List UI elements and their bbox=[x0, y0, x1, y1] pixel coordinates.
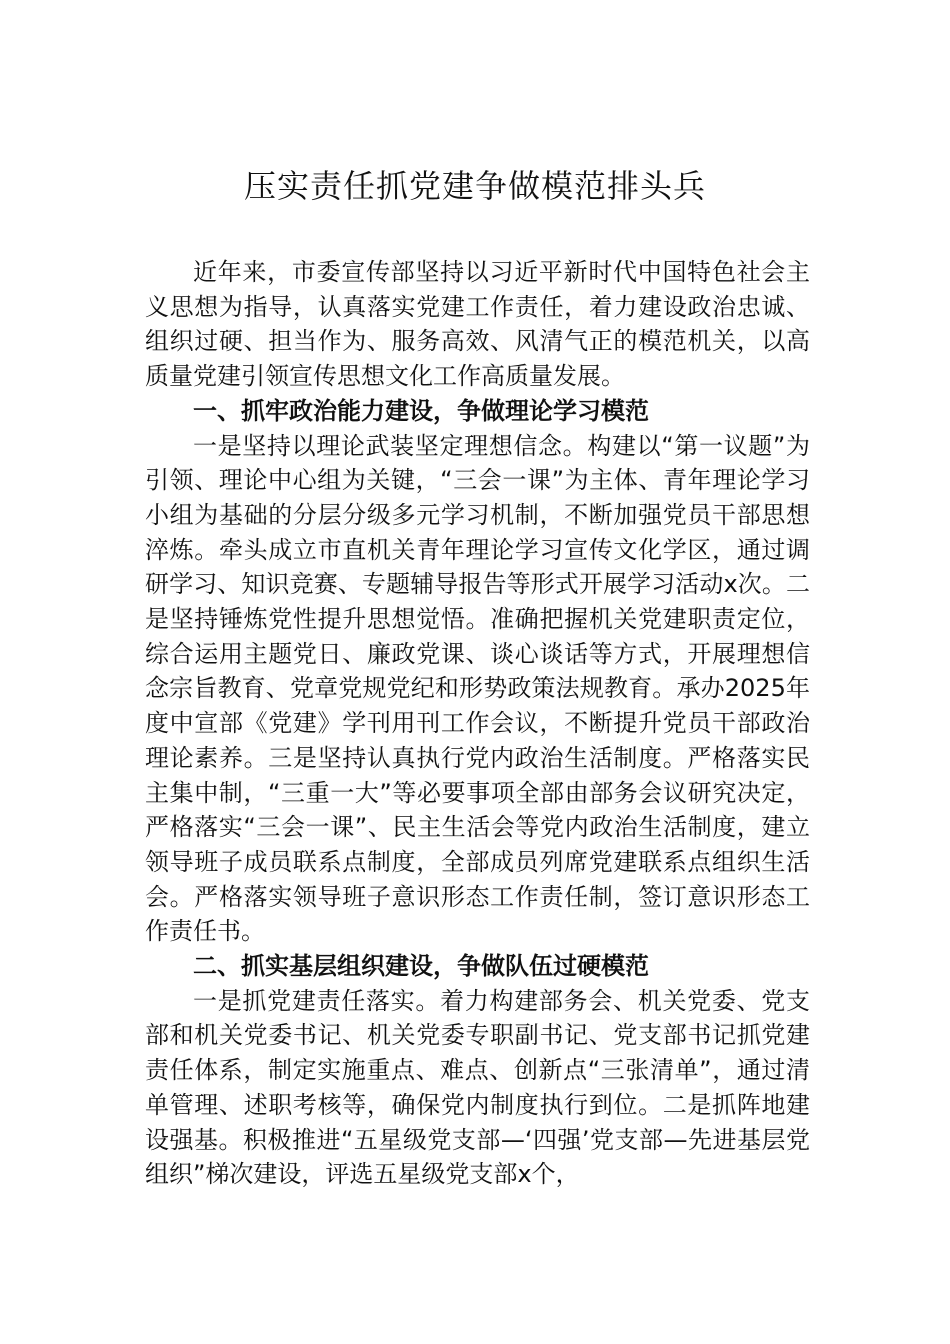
section-heading-2: 二、抓实基层组织建设，争做队伍过硬模范 bbox=[193, 952, 649, 981]
section-1-paragraph: 一是坚持以理论武装坚定理想信念。构建以“第一议题”为引领、理论中心组为关键，“三会一课”为主体、青年理论学习小组为基础的分层分级多元学习机制，不断加强党员干部思想淬炼。牵头成立市直机关青年理论学习宣传文化学区，通过调研学习、知识竞赛、专题辅导报告等形式开展学习活动x次。二是坚持锤炼党性提升思想觉悟。准确把握机关党建职责定位，综合运用主题党日、廉政党课、谈心谈话等方式，开展理想信念宗旨教育、党章党规党纪和形势政策法规教育。承办2025年度中宣部《党建》学刊用刊工作会议，不断提升党员干部政治理论素养。三是坚持认真执行党内政治生活制度。严格落实民主集中制，“三重一大”等必要事项全部由部务会议研究决定，严格落实“三会一课”、民主生活会等党内政治生活制度，建立领导班子成员联系点制度，全部成员列席党建联系点组织生活会。严格落实领导班子意识形态工作责任制，签订意识形态工作责任书。 bbox=[145, 431, 810, 946]
intro-paragraph: 近年来，市委宣传部坚持以习近平新时代中国特色社会主义思想为指导，认真落实党建工作责任，着力建设政治忠诚、组织过硬、担当作为、服务高效、风清气正的模范机关，以高质量党建引领宣传思想文化工作高质量发展。 bbox=[145, 258, 810, 391]
section-heading-1: 一、抓牢政治能力建设，争做理论学习模范 bbox=[193, 396, 649, 425]
section-2-paragraph: 一是抓党建责任落实。着力构建部务会、机关党委、党支部和机关党委书记、机关党委专职副书记、党支部书记抓党建责任体系，制定实施重点、难点、创新点“三张清单”，通过清单管理、述职考核等，确保党内制度执行到位。二是抓阵地建设强基。积极推进“五星级党支部—‘四强’党支部—先进基层党组织”梯次建设，评选五星级党支部x个， bbox=[145, 986, 810, 1189]
page-title: 压实责任抓党建争做模范排头兵 bbox=[243, 167, 706, 205]
document-body bbox=[145, 255, 810, 1192]
